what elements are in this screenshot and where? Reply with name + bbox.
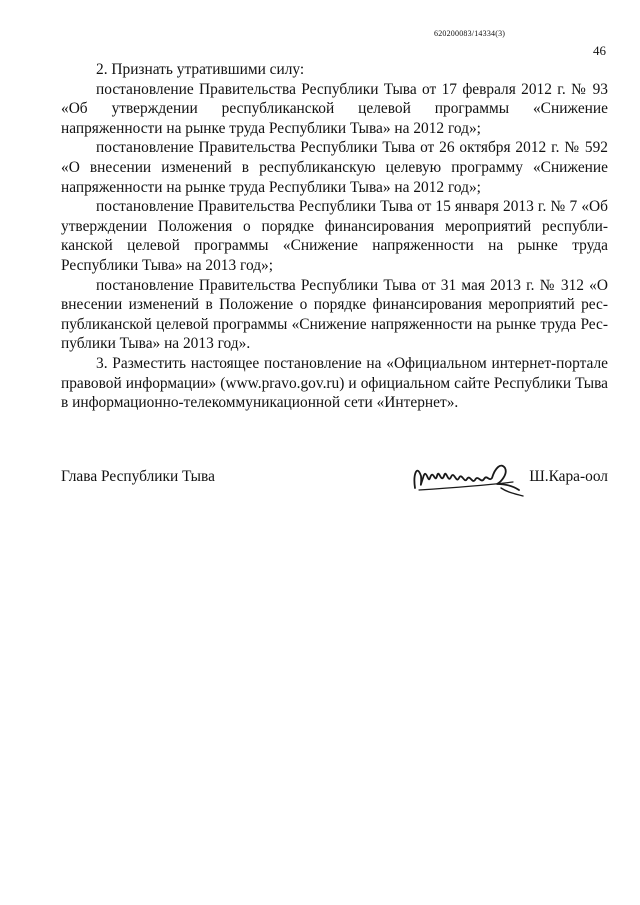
repealed-resolution-1: постановление Правительства Республики Тыва от 17 февраля 2012 г. № 93 «Об утверждении республиканской целевой программы «Снижение напряженности на рынке труда Республики Тыва» на 2012 год»; [61,80,608,137]
handwritten-signature [409,454,529,500]
document-body [61,60,608,413]
paragraph-item-3: 3. Разместить настоящее постановление на «Официальном интернет-портале правовой информации» (www.pravo.gov.ru) и официальном сайте Республики Тыва в информационно-телекоммуникационной сети «Интернет». [61,354,608,412]
signatory-name: Ш.Кара-оол [529,468,608,485]
page-number: 46 [593,43,606,58]
signature-block [61,462,608,502]
document-code: 620200083/14334(3) [434,29,506,38]
paragraph-item-2: 2. Признать утратившими силу: [96,61,305,78]
signatory-title: Глава Республики Тыва [61,468,215,485]
repealed-resolution-3: постановление Правительства Республики Тыва от 15 января 2013 г. № 7 «Об утверждении Положения о порядке финансирования мероприятий республиканской целевой программы «Снижение напряженности на рынке труда Республики Тыва» на 2013 год»; [61,198,608,274]
repealed-resolution-2: постановление Правительства Республики Тыва от 26 октября 2012 г. № 592 «О внесении изменений в республиканскую целевую программу «Снижение напряженности на рынке труда Республики Тыва» на 2012 год»; [61,139,608,196]
repealed-resolution-4: постановление Правительства Республики Тыва от 31 мая 2013 г. № 312 «О внесении изменений в Положение о порядке финансирования мероприятий республиканской целевой программы «Снижение напряженности на рынке труда Республики Тыва» на 2013 год». [61,276,608,353]
